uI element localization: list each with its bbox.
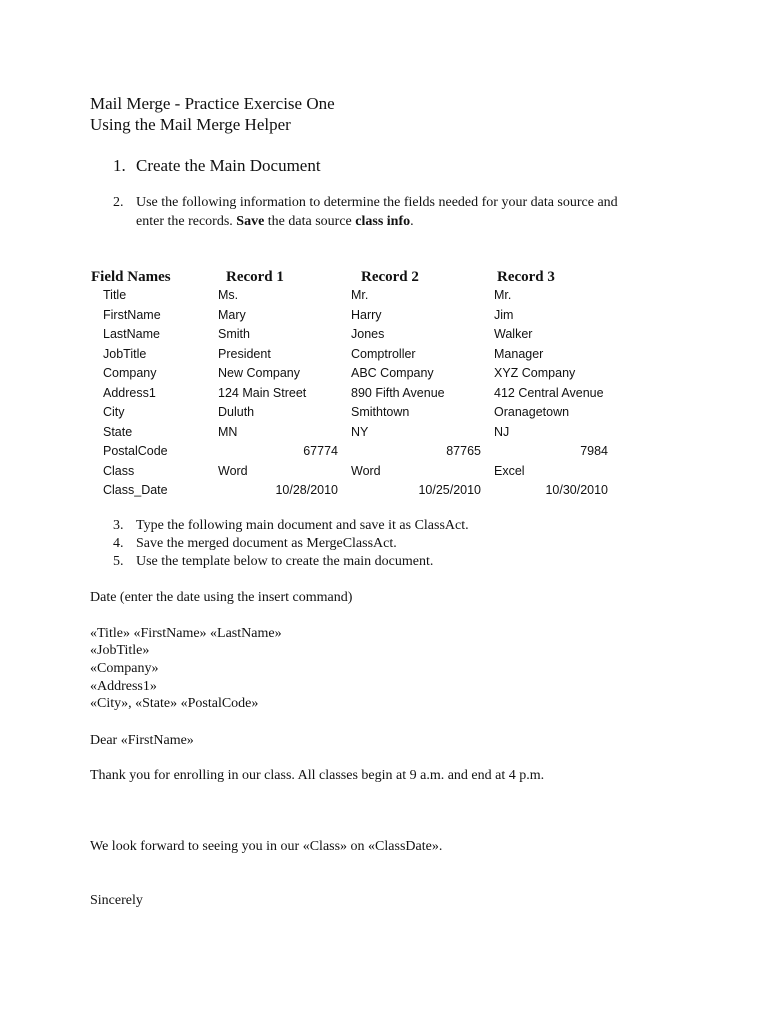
field-name: JobTitle [103,347,147,361]
record-3-value: 7984 [580,444,608,458]
field-name: Class_Date [103,483,168,497]
record-2-value: Smithtown [351,405,410,419]
letter-date-line: Date (enter the date using the insert command) [90,590,353,605]
record-2-value: 87765 [446,444,481,458]
header-record-1: Record 1 [226,269,284,285]
record-3-value: 412 Central Avenue [494,386,604,400]
record-3-value: Walker [494,327,533,341]
record-2-value: Harry [351,308,382,322]
record-1-value: Ms. [218,288,239,302]
step-5-number: 5. [113,554,124,569]
record-3-value: NJ [494,425,510,439]
record-1-value: Duluth [218,405,255,419]
letter-paragraph-2: We look forward to seeing you in our «Class» on «ClassDate». [90,839,443,854]
step-2-line1: Use the following information to determine the fields needed for your data source and [136,195,618,210]
letter-closing: Sincerely [90,893,143,908]
record-3-value: XYZ Company [494,366,576,380]
record-1-value: Smith [218,327,250,341]
letter-salutation: Dear «FirstName» [90,733,194,748]
record-1-value: MN [218,425,238,439]
record-1-value: Mary [218,308,246,322]
step-3-number: 3. [113,518,124,533]
record-3-value: Mr. [494,288,512,302]
field-name: LastName [103,327,160,341]
record-1-value: New Company [218,366,300,380]
field-name: FirstName [103,308,161,322]
field-name: Class [103,464,135,478]
header-record-2: Record 2 [361,269,419,285]
field-name: Title [103,288,127,302]
step-2-line2 [136,214,414,230]
step-2-text-b: the data source [264,214,356,229]
step-3-text: Type the following main document and save it as ClassAct. [136,518,469,533]
record-2-value: Jones [351,327,385,341]
step-2-end: . [410,214,414,229]
save-keyword: Save [236,214,265,229]
step-1-number: 1. [113,156,126,175]
record-3-value: 10/30/2010 [545,483,608,497]
field-name: City [103,405,125,419]
field-name: State [103,425,133,439]
record-3-value: Excel [494,464,525,478]
record-2-value: Word [351,464,381,478]
header-record-3: Record 3 [497,269,555,285]
record-2-value: Comptroller [351,347,416,361]
header-field-names: Field Names [91,269,171,285]
field-name: Company [103,366,157,380]
address-line-jobtitle: «JobTitle» [90,643,150,658]
address-line-address1: «Address1» [90,679,157,694]
record-2-value: 10/25/2010 [418,483,481,497]
field-name: PostalCode [103,444,168,458]
record-2-value: 890 Fifth Avenue [351,386,445,400]
record-1-value: 124 Main Street [218,386,307,400]
record-3-value: Oranagetown [494,405,570,419]
record-1-value: 10/28/2010 [275,483,338,497]
record-1-value: President [218,347,271,361]
step-2-text-a: enter the records. [136,214,237,229]
step-4-number: 4. [113,536,124,551]
address-line-company: «Company» [90,661,159,676]
record-1-value: 67774 [303,444,338,458]
record-3-value: Jim [494,308,514,322]
record-2-value: ABC Company [351,366,434,380]
step-1-text: Create the Main Document [136,156,321,175]
step-4-text: Save the merged document as MergeClassAct. [136,536,397,551]
address-line-city: «City», «State» «PostalCode» [90,696,259,711]
record-2-value: NY [351,425,369,439]
letter-paragraph-1: Thank you for enrolling in our class. All classes begin at 9 a.m. and end at 4 p.m. [90,768,545,783]
record-1-value: Word [218,464,248,478]
step-2-number: 2. [113,195,124,210]
step-5-text: Use the template below to create the main document. [136,554,434,569]
record-3-value: Manager [494,347,544,361]
document-title: Mail Merge - Practice Exercise One [90,94,335,113]
document-subtitle: Using the Mail Merge Helper [90,115,291,134]
address-line-name: «Title» «FirstName» «LastName» [90,626,282,641]
field-name: Address1 [103,386,156,400]
record-2-value: Mr. [351,288,369,302]
class-info-keyword: class info [355,214,411,229]
